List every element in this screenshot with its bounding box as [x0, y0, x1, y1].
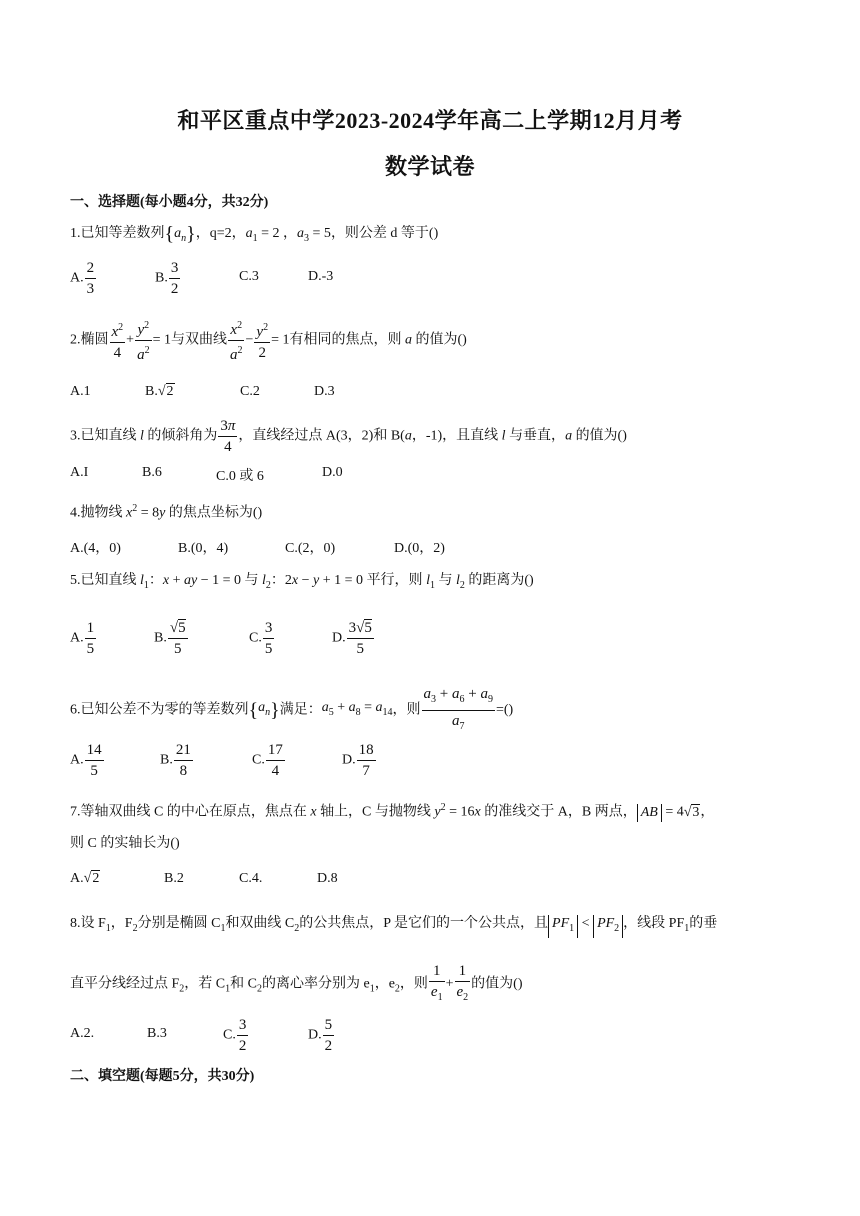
option-c: C. $\frac{17}{4}$ — [252, 742, 283, 779]
option-c: C.3 — [239, 269, 259, 284]
option-b: B.(0，4) — [178, 541, 229, 556]
option-a: A.I — [70, 465, 89, 480]
question-8: 8.设 $F_1$，$F_2$分别是椭圆 $C_1$和双曲线 $C_2$的公共焦点，P 是它们的一个公共点，且 $PF_1 < PF_2$ ，线段 $PF_1$的垂 — [70, 914, 790, 939]
option-d: D. $\frac{5}{2}$ — [308, 1017, 333, 1054]
option-b: B. $\frac{√5}{5}$ — [154, 620, 186, 657]
question-3: 3.已知直线 l 的倾斜角为 $\frac{3\pi}{4}$ ，直线经过点 A(3，2)和 B(a，-1)，且直线 l 与垂直，a 的值为() — [70, 418, 627, 455]
option-a: A.(4，0) — [70, 541, 121, 556]
option-d: D. $\frac{3√5}{5}$ — [332, 620, 372, 657]
question-4: 4.抛物线 $x^2 = 8y$ 的焦点坐标为() — [70, 503, 263, 521]
option-c: C.4. — [239, 871, 263, 886]
page-title: 和平区重点中学2023-2024学年高二上学期12月月考 — [177, 108, 683, 133]
option-d: D. $\frac{18}{7}$ — [342, 742, 374, 779]
option-b: B.√2 — [145, 384, 174, 399]
option-c: C.0 或 6 — [216, 469, 264, 484]
option-a: A.1 — [70, 384, 91, 399]
option-c: C. $\frac{3}{5}$ — [249, 620, 273, 657]
question-8-line2: 直平分线经过点 $F_2$，若 $C_1$和 $C_2$的离心率分别为 $e_1$，$e_2$，则 $\frac{1}{e_1}$ + $\frac{1}{e_2}$ 的值为() — [70, 963, 523, 1003]
question-2: 2.椭圆 $\frac{x^2}{4}$ + $\frac{y^2}{a^2}$ = 1与双曲线 $\frac{x^2}{a^2}$ − $\frac{y^2}{2}$ = 1有相同的焦点，则 a 的值为() — [70, 316, 790, 365]
section-choice-heading: 一、选择题(每小题4分，共32分) — [70, 195, 269, 210]
option-d: D.-3 — [308, 269, 334, 284]
question-1: 1.已知等差数列$\{a_n\}$，q=2，$a_1 = 2$ ，$a_3 = 5$，则公差 d 等于() — [70, 223, 439, 245]
question-7-line2: 则 C 的实轴长为() — [70, 836, 180, 851]
question-7: 7.等轴双曲线 C 的中心在原点，焦点在 x 轴上，C 与抛物线 $y^2 = 16x$ 的准线交于 A，B 两点， AB = 4√3， — [70, 802, 715, 820]
option-c: C. $\frac{3}{2}$ — [223, 1017, 247, 1054]
option-c: C.(2，0) — [285, 541, 336, 556]
page-subtitle: 数学试卷 — [384, 154, 475, 179]
option-b: B.3 — [147, 1026, 167, 1041]
question-6: 6.已知公差不为零的等差数列$\{a_n\}$满足：$a_5 + a_8 = a_{14}$，则 $\frac{a_3 + a_6 + a_9}{a_7}$ =() — [70, 686, 514, 732]
option-d: D.0 — [322, 465, 343, 480]
section-fill-heading: 二、填空题(每题5分，共30分) — [70, 1069, 255, 1084]
option-a: A. $\frac{14}{5}$ — [70, 742, 102, 779]
option-a: A.2. — [70, 1026, 95, 1041]
question-5: 5.已知直线 $l_1$：x + ay − 1 = 0 与 $l_2$：2x − y + 1 = 0 平行，则 $l_1$ 与 $l_2$ 的距离为() — [70, 573, 534, 591]
option-a: A. $\frac{1}{5}$ — [70, 620, 95, 657]
option-d: D.8 — [317, 871, 338, 886]
option-c: C.2 — [240, 384, 260, 399]
option-b: B. $\frac{21}{8}$ — [160, 742, 191, 779]
option-d: D.(0，2) — [394, 541, 445, 556]
option-a: A. $\frac{2}{3}$ — [70, 260, 95, 297]
option-a: A.√2 — [70, 871, 100, 886]
option-b: B. $\frac{3}{2}$ — [155, 260, 179, 297]
option-d: D.3 — [314, 384, 335, 399]
option-b: B.2 — [164, 871, 184, 886]
option-b: B.6 — [142, 465, 162, 480]
